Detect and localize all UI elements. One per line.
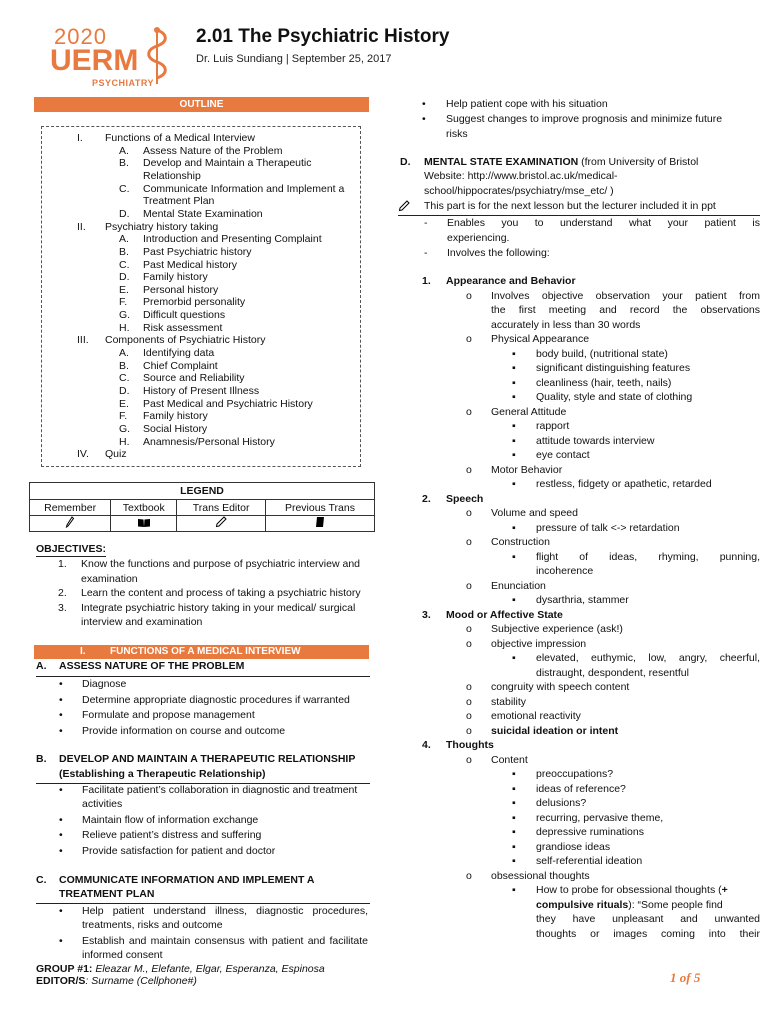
- continuation-text: incoherence: [536, 565, 594, 577]
- section-title: Mood or Affective State: [446, 608, 563, 621]
- outline-item: Past Medical history: [143, 258, 237, 271]
- list-item: Facilitate patient’s collaboration in diagnostic and treatment: [82, 784, 358, 796]
- continuation-text: accurately in less than 30 words: [491, 318, 641, 331]
- outline-heading: [34, 97, 369, 112]
- circle-bullet: o: [466, 681, 472, 693]
- outline-number: F.: [119, 296, 128, 309]
- section-d-dash-1a-text: Enables you to understand what your patient is: [447, 217, 760, 229]
- sub-sub-item: ideas of reference?: [536, 782, 626, 795]
- section-d-dash-1a: [447, 216, 760, 231]
- logo-subtitle: PSYCHIATRY: [92, 78, 155, 88]
- objective-text: interview and examination: [81, 616, 203, 628]
- bullet-dot: •: [59, 844, 63, 857]
- outline-number: IV.: [77, 448, 89, 461]
- continuation-text: distraught, despondent, resentful: [536, 666, 689, 679]
- outline-number: D.: [119, 385, 130, 397]
- probe-line: [536, 898, 723, 913]
- square-bullet: ▪: [512, 478, 516, 490]
- section-b-label: B.: [36, 753, 47, 765]
- list-item: activities: [82, 798, 123, 810]
- circle-bullet: o: [466, 463, 472, 476]
- section-title: Appearance and Behavior: [446, 275, 576, 287]
- sub-item: suicidal ideation or intent: [491, 724, 619, 737]
- outline-item: Anamnesis/Personal History: [143, 435, 275, 448]
- bullet-dot: •: [59, 678, 63, 690]
- outline-item: Quiz: [105, 448, 127, 461]
- section-c-label: C.: [36, 874, 47, 886]
- section-1-title: FUNCTIONS OF A MEDICAL INTERVIEW: [110, 646, 301, 657]
- sub-item: congruity with speech content: [491, 681, 630, 693]
- pen-icon: [30, 516, 111, 532]
- outline-item: History of Present Illness: [143, 385, 260, 397]
- outline-number: A.: [119, 144, 129, 157]
- outline-item: Past Medical and Psychiatric History: [143, 397, 313, 410]
- outline-number: II.: [77, 220, 86, 233]
- logo: [50, 20, 180, 92]
- sub-item: Volume and speed: [491, 507, 578, 519]
- outline-number: I.: [77, 132, 83, 144]
- section-d-dash-2: Involves the following:: [447, 247, 550, 259]
- sub-sub-item: recurring, pervasive theme,: [536, 811, 664, 824]
- section-d-label: D.: [400, 156, 411, 168]
- objectives-heading: OBJECTIVES:: [36, 543, 107, 555]
- probe-text: ): “Some people find: [628, 898, 723, 911]
- sub-sub-item: pressure of talk <-> retardation: [536, 521, 680, 534]
- list-item: Help patient cope with his situation: [446, 98, 608, 110]
- square-bullet: ▪: [512, 420, 516, 432]
- section-d-dash-1b: experiencing.: [447, 232, 510, 244]
- list-item: Relieve patient’s distress and suffering: [82, 829, 262, 841]
- outline-item: Introduction and Presenting Complaint: [143, 233, 322, 246]
- circle-bullet: o: [466, 753, 472, 766]
- circle-bullet: o: [466, 405, 472, 418]
- sub-item: stability: [491, 695, 527, 708]
- section-1-number: I.: [80, 646, 86, 657]
- outline-item: Treatment Plan: [143, 195, 215, 208]
- section-a-title: ASSESS NATURE OF THE PROBLEM: [59, 660, 245, 672]
- list-item: Establish and maintain consensus with patient and facilitate: [82, 934, 368, 947]
- circle-bullet: o: [466, 710, 472, 722]
- bullet-dot: •: [59, 709, 63, 721]
- square-bullet: ▪: [512, 768, 516, 780]
- circle-bullet: o: [466, 695, 472, 708]
- outline-item: Identifying data: [143, 347, 215, 360]
- outline-item: Family history: [143, 410, 208, 423]
- legend-col-textbook: Textbook: [111, 500, 177, 516]
- circle-bullet: o: [466, 507, 472, 519]
- footer-editor-value: : Surname (Cellphone#): [85, 975, 197, 987]
- objective-text: Know the functions and purpose of psychiatric interview and: [81, 558, 360, 570]
- list-item: risks: [446, 128, 468, 140]
- outline-number: III.: [77, 334, 89, 347]
- square-bullet: ▪: [512, 449, 516, 461]
- outline-number: C.: [119, 182, 130, 195]
- footer-group-names: Eleazar M., Elefante, Elgar, Esperanza, Espinosa: [92, 963, 325, 975]
- outline-item: Personal history: [143, 283, 219, 296]
- outline-item: Relationship: [143, 169, 201, 182]
- section-d-note: This part is for the next lesson but the lecturer included it in ppt: [424, 200, 716, 212]
- sub-sub-item: preoccupations?: [536, 768, 614, 780]
- page-number: 1 of 5: [670, 970, 701, 985]
- sub-sub-item: eye contact: [536, 449, 590, 461]
- section-d-website-2: school/hippocrates/psychiatry/mse_etc/ ): [424, 185, 614, 197]
- bullet-dot: •: [59, 829, 63, 841]
- list-item: Maintain flow of information exchange: [82, 813, 259, 826]
- outline-item: Functions of a Medical Interview: [105, 132, 255, 144]
- section-d-heading: [424, 155, 698, 170]
- circle-bullet: o: [466, 724, 472, 737]
- sub-item: Enunciation: [491, 579, 546, 592]
- sub-item: emotional reactivity: [491, 710, 581, 722]
- square-bullet: ▪: [512, 840, 516, 853]
- list-item: Provide information on course and outcome: [82, 724, 286, 737]
- sub-sub-item: grandiose ideas: [536, 840, 611, 853]
- sub-sub-item: rapport: [536, 420, 570, 432]
- bullet-dot: •: [59, 693, 63, 706]
- sub-sub-item: cleanliness (hair, teeth, nails): [536, 376, 672, 389]
- sub-item: General Attitude: [491, 405, 567, 418]
- sub-sub-item: Quality, style and state of clothing: [536, 391, 693, 403]
- outline-number: H.: [119, 321, 130, 334]
- bullet-dot: •: [59, 934, 63, 947]
- list-item: informed consent: [82, 948, 163, 961]
- list-item: Provide satisfaction for patient and doctor: [82, 844, 276, 857]
- sub-item: Physical Appearance: [491, 333, 590, 345]
- square-bullet: ▪: [512, 855, 516, 867]
- square-bullet: ▪: [512, 347, 516, 360]
- probe-text: How to probe for obsessional thoughts (: [536, 884, 722, 896]
- square-bullet: ▪: [512, 594, 516, 606]
- outline-item: Source and Reliability: [143, 372, 245, 385]
- sub-sub-item: attitude towards interview: [536, 434, 655, 447]
- sub-sub-item: dysarthria, stammer: [536, 594, 629, 606]
- sub-item: Motor Behavior: [491, 463, 563, 476]
- outline-number: B.: [119, 157, 129, 170]
- outline-number: B.: [119, 245, 129, 258]
- outline-item: Past Psychiatric history: [143, 245, 252, 258]
- sub-item: objective impression: [491, 637, 587, 650]
- outline-item: Family history: [143, 271, 208, 284]
- footer-group-label: GROUP #1:: [36, 963, 93, 975]
- objective-text: Integrate psychiatric history taking in your medical/ surgical: [81, 601, 356, 614]
- section-d-website-1: Website: http://www.bristol.ac.uk/medical-: [424, 170, 618, 182]
- outline-item: Difficult questions: [143, 309, 226, 322]
- probe-plus: +: [721, 884, 728, 896]
- section-a-label: A.: [36, 660, 47, 672]
- outline-number: C.: [119, 258, 130, 271]
- square-bullet: ▪: [512, 826, 516, 838]
- bullet-dot: •: [422, 98, 426, 110]
- circle-bullet: o: [466, 579, 472, 592]
- list-item: Suggest changes to improve prognosis and minimize future: [446, 113, 723, 125]
- sub-item: obsessional thoughts: [491, 869, 590, 882]
- square-bullet: ▪: [512, 362, 516, 374]
- bullet-dot: •: [59, 905, 63, 917]
- page-title: 2.01 The Psychiatric History: [196, 26, 450, 47]
- section-title: Speech: [446, 492, 484, 505]
- section-b-title: DEVELOP AND MAINTAIN A THERAPEUTIC RELATIONSHIP: [59, 753, 356, 765]
- bullet-dot: •: [59, 813, 63, 826]
- outline-number: E.: [119, 283, 129, 296]
- square-bullet: ▪: [512, 550, 516, 563]
- continuation-text: the first meeting and record the observations: [491, 304, 760, 316]
- list-item: Diagnose: [82, 678, 127, 690]
- outline-item: Develop and Maintain a Therapeutic: [143, 157, 312, 170]
- outline-number: F.: [119, 410, 128, 423]
- outline-item: Communicate Information and Implement a: [143, 182, 345, 195]
- section-number: 1.: [422, 275, 431, 287]
- outline-item: Components of Psychiatric History: [105, 334, 266, 347]
- objective-text: examination: [81, 572, 138, 585]
- sub-sub-item: significant distinguishing features: [536, 362, 691, 374]
- outline-number: C.: [119, 372, 130, 385]
- square-bullet: ▪: [512, 884, 516, 896]
- continuation-text: flight of ideas, rhyming, punning,: [536, 550, 760, 563]
- book-icon: [111, 516, 177, 532]
- outline-item: Premorbid personality: [143, 296, 246, 309]
- pencil-icon: [398, 200, 410, 212]
- outline-number: H.: [119, 435, 130, 448]
- dash-marker-1: -: [424, 217, 428, 229]
- square-bullet: ▪: [512, 652, 516, 664]
- list-item: treatments, risks and outcome: [82, 919, 223, 931]
- caduceus-icon: [142, 24, 172, 86]
- legend-table: [29, 482, 375, 532]
- sub-sub-item: depressive ruminations: [536, 826, 644, 838]
- objective-number: 1.: [58, 558, 67, 570]
- circle-bullet: o: [466, 637, 472, 650]
- circle-bullet: o: [466, 869, 472, 882]
- outline-item: Risk assessment: [143, 321, 223, 334]
- square-bullet: ▪: [512, 376, 516, 389]
- circle-bullet: o: [466, 333, 472, 345]
- sub-sub-item: self-referential ideation: [536, 855, 643, 867]
- list-item: Determine appropriate diagnostic procedures if warranted: [82, 693, 350, 706]
- outline-number: A.: [119, 233, 129, 246]
- section-number: 2.: [422, 492, 431, 505]
- bullet-dot: •: [59, 724, 63, 737]
- dash-marker-2: -: [424, 247, 428, 259]
- logo-year: 2020: [54, 24, 107, 49]
- outline-number: B.: [119, 359, 129, 372]
- square-bullet: ▪: [512, 434, 516, 447]
- outline-item: Chief Complaint: [143, 359, 218, 372]
- section-1-heading: [34, 645, 369, 659]
- legend-col-remember: Remember: [30, 500, 111, 516]
- sub-sub-item: restless, fidgety or apathetic, retarded: [536, 478, 712, 490]
- section-number: 4.: [422, 739, 431, 751]
- section-d-source: (from University of Bristol: [578, 156, 699, 168]
- square-bullet: ▪: [512, 811, 516, 824]
- square-bullet: ▪: [512, 782, 516, 795]
- objective-text: Learn the content and process of taking a psychiatric history: [81, 587, 361, 599]
- list-item: Formulate and propose management: [82, 709, 255, 721]
- continuation-text: elevated, euthymic, low, angry, cheerful,: [536, 652, 760, 664]
- circle-bullet: o: [466, 536, 472, 548]
- outline-heading-text: OUTLINE: [179, 99, 224, 110]
- legend-title: LEGEND: [30, 483, 375, 500]
- outline-number: G.: [119, 422, 131, 435]
- outline-item: Social History: [143, 422, 208, 435]
- square-bullet: ▪: [512, 797, 516, 809]
- outline-item: Assess Nature of the Problem: [143, 144, 283, 157]
- outline-item: Psychiatry history taking: [105, 220, 219, 233]
- footer-editor: [36, 974, 197, 989]
- section-c-title-1: COMMUNICATE INFORMATION AND IMPLEMENT A: [59, 874, 315, 886]
- continuation-text: thoughts or images coming into their: [536, 927, 760, 940]
- outline-number: G.: [119, 309, 131, 322]
- list-item: Help patient understand illness, diagnostic procedures,: [82, 905, 368, 917]
- note-icon: [265, 516, 374, 532]
- probe-bold-text: compulsive rituals: [536, 898, 629, 911]
- section-number: 3.: [422, 608, 431, 621]
- objective-number: 3.: [58, 601, 67, 614]
- section-d-title: MENTAL STATE EXAMINATION: [424, 156, 579, 168]
- square-bullet: ▪: [512, 391, 516, 403]
- logo-name: UERM: [50, 44, 139, 77]
- sub-item: Construction: [491, 536, 550, 548]
- objective-number: 2.: [58, 587, 67, 599]
- outline-number: A.: [119, 347, 129, 360]
- probe-line: [536, 883, 728, 898]
- continuation-text: Involves objective observation your patient from: [491, 289, 760, 302]
- legend-col-trans-editor: Trans Editor: [177, 500, 266, 516]
- outline-number: D.: [119, 207, 130, 220]
- continuation-text: they have unpleasant and unwanted: [536, 913, 760, 925]
- outline-number: E.: [119, 397, 129, 410]
- section-title: Thoughts: [446, 739, 494, 751]
- outline-number: D.: [119, 271, 130, 284]
- sub-sub-item: delusions?: [536, 797, 587, 809]
- sub-item: Subjective experience (ask!): [491, 623, 623, 635]
- bullet-dot: •: [59, 784, 63, 796]
- section-c-title-2: TREATMENT PLAN: [59, 888, 155, 900]
- sub-sub-item: body build, (nutritional state): [536, 347, 668, 360]
- page-subtitle: Dr. Luis Sundiang | September 25, 2017: [196, 53, 392, 65]
- footer-editor-label: EDITOR/S: [36, 975, 86, 987]
- sub-item: Content: [491, 753, 528, 766]
- circle-bullet: o: [466, 289, 472, 302]
- legend-col-previous-trans: Previous Trans: [265, 500, 374, 516]
- square-bullet: ▪: [512, 521, 516, 534]
- pencil-icon: [177, 516, 266, 532]
- section-b-subtitle: (Establishing a Therapeutic Relationship): [59, 768, 266, 780]
- bullet-dot: •: [422, 113, 426, 125]
- outline-item: Mental State Examination: [143, 207, 263, 220]
- circle-bullet: o: [466, 623, 472, 635]
